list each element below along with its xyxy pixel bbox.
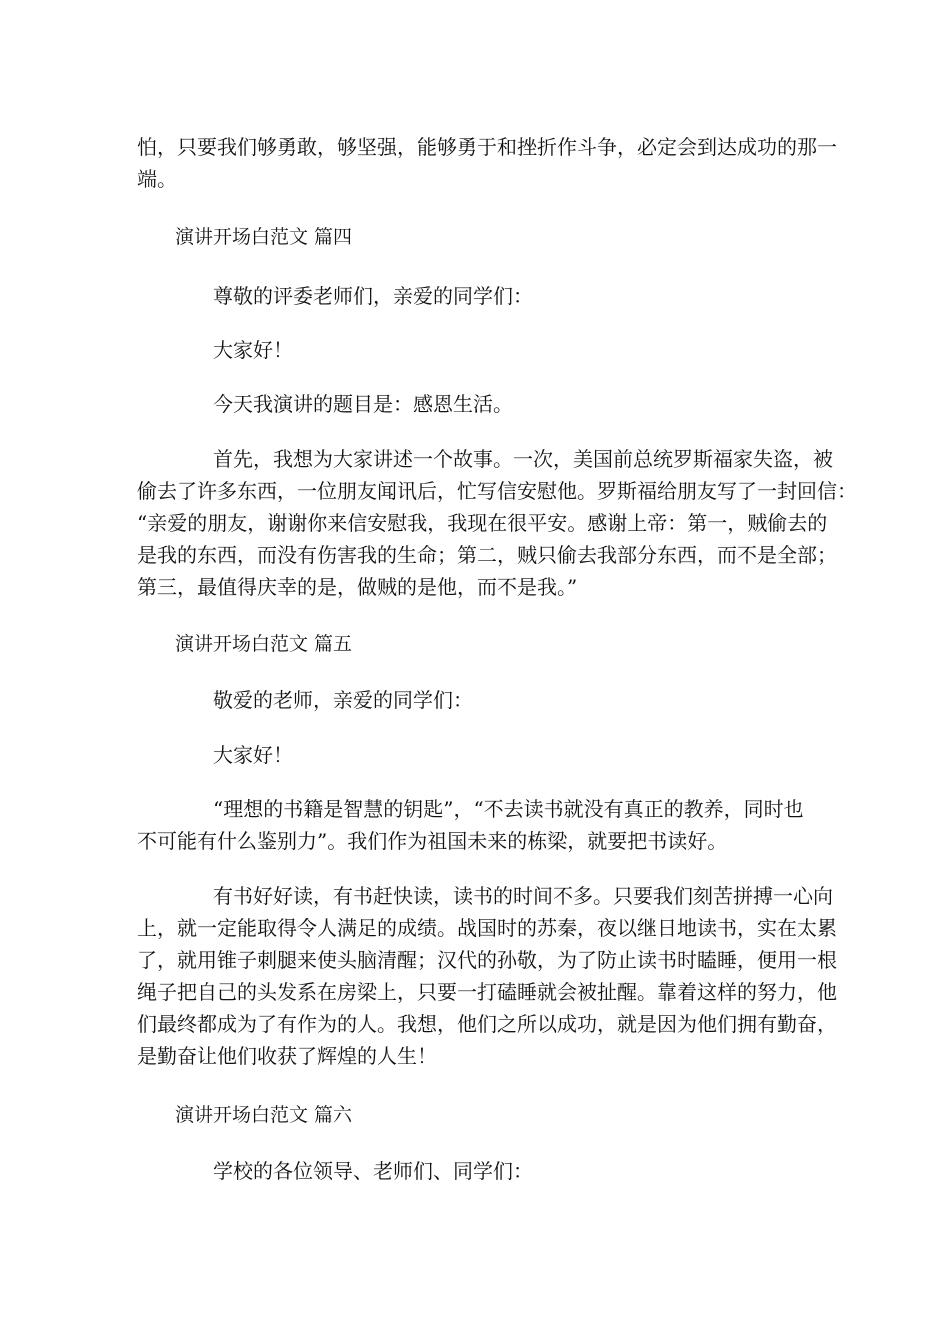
salutation: 敬爱的老师，亲爱的同学们：	[213, 688, 473, 712]
salutation: 学校的各位领导、老师们、同学们：	[213, 1159, 533, 1183]
salutation: 尊敬的评委老师们，亲爱的同学们：	[213, 284, 533, 308]
section-heading: 演讲开场白范文 篇四	[175, 226, 353, 248]
text-line: 偷去了许多东西，一位朋友闻讯后，忙写信安慰他。罗斯福给朋友写了一封回信：	[137, 479, 857, 503]
text-line: 首先，我想为大家讲述一个故事。一次，美国前总统罗斯福家失盗，被	[213, 447, 833, 471]
speech-topic: 今天我演讲的题目是：感恩生活。	[213, 392, 513, 416]
text-line: 端。	[137, 167, 177, 191]
text-line: 们最终都成为了有作为的人。我想，他们之所以成功，就是因为他们拥有勤奋，	[137, 1012, 837, 1036]
text-line: 有书好好读，有书赶快读，读书的时间不多。只要我们刻苦拼搏一心向	[213, 884, 833, 908]
text-line: 了，就用锥子刺腿来使头脑清醒；汉代的孙敬，为了防止读书时瞌睡，便用一根	[137, 948, 837, 972]
section-heading: 演讲开场白范文 篇六	[175, 1104, 353, 1126]
text-line: “亲爱的朋友，谢谢你来信安慰我，我现在很平安。感谢上帝：第一，贼偷去的	[137, 511, 828, 535]
section-heading: 演讲开场白范文 篇五	[175, 633, 353, 655]
text-line: “理想的书籍是智慧的钥匙”，“不去读书就没有真正的教养，同时也	[213, 797, 804, 821]
text-line: 第三，最值得庆幸的是，做贼的是他，而不是我。”	[137, 575, 578, 599]
text-line: 是我的东西，而没有伤害我的生命；第二，贼只偷去我部分东西，而不是全部；	[137, 543, 837, 567]
text-line: 怕，只要我们够勇敢，够坚强，能够勇于和挫折作斗争，必定会到达成功的那一	[137, 135, 837, 159]
text-line: 是勤奋让他们收获了辉煌的人生！	[137, 1044, 437, 1068]
text-line: 上，就一定能取得令人满足的成绩。战国时的苏秦，夜以继日地读书，实在太累	[137, 916, 837, 940]
text-line: 绳子把自己的头发系在房梁上，只要一打磕睡就会被扯醒。靠着这样的努力，他	[137, 980, 837, 1004]
text-line: 不可能有什么鉴别力”。我们作为祖国未来的栋梁，就要把书读好。	[137, 829, 728, 853]
greeting: 大家好！	[213, 338, 293, 362]
greeting: 大家好！	[213, 743, 293, 767]
